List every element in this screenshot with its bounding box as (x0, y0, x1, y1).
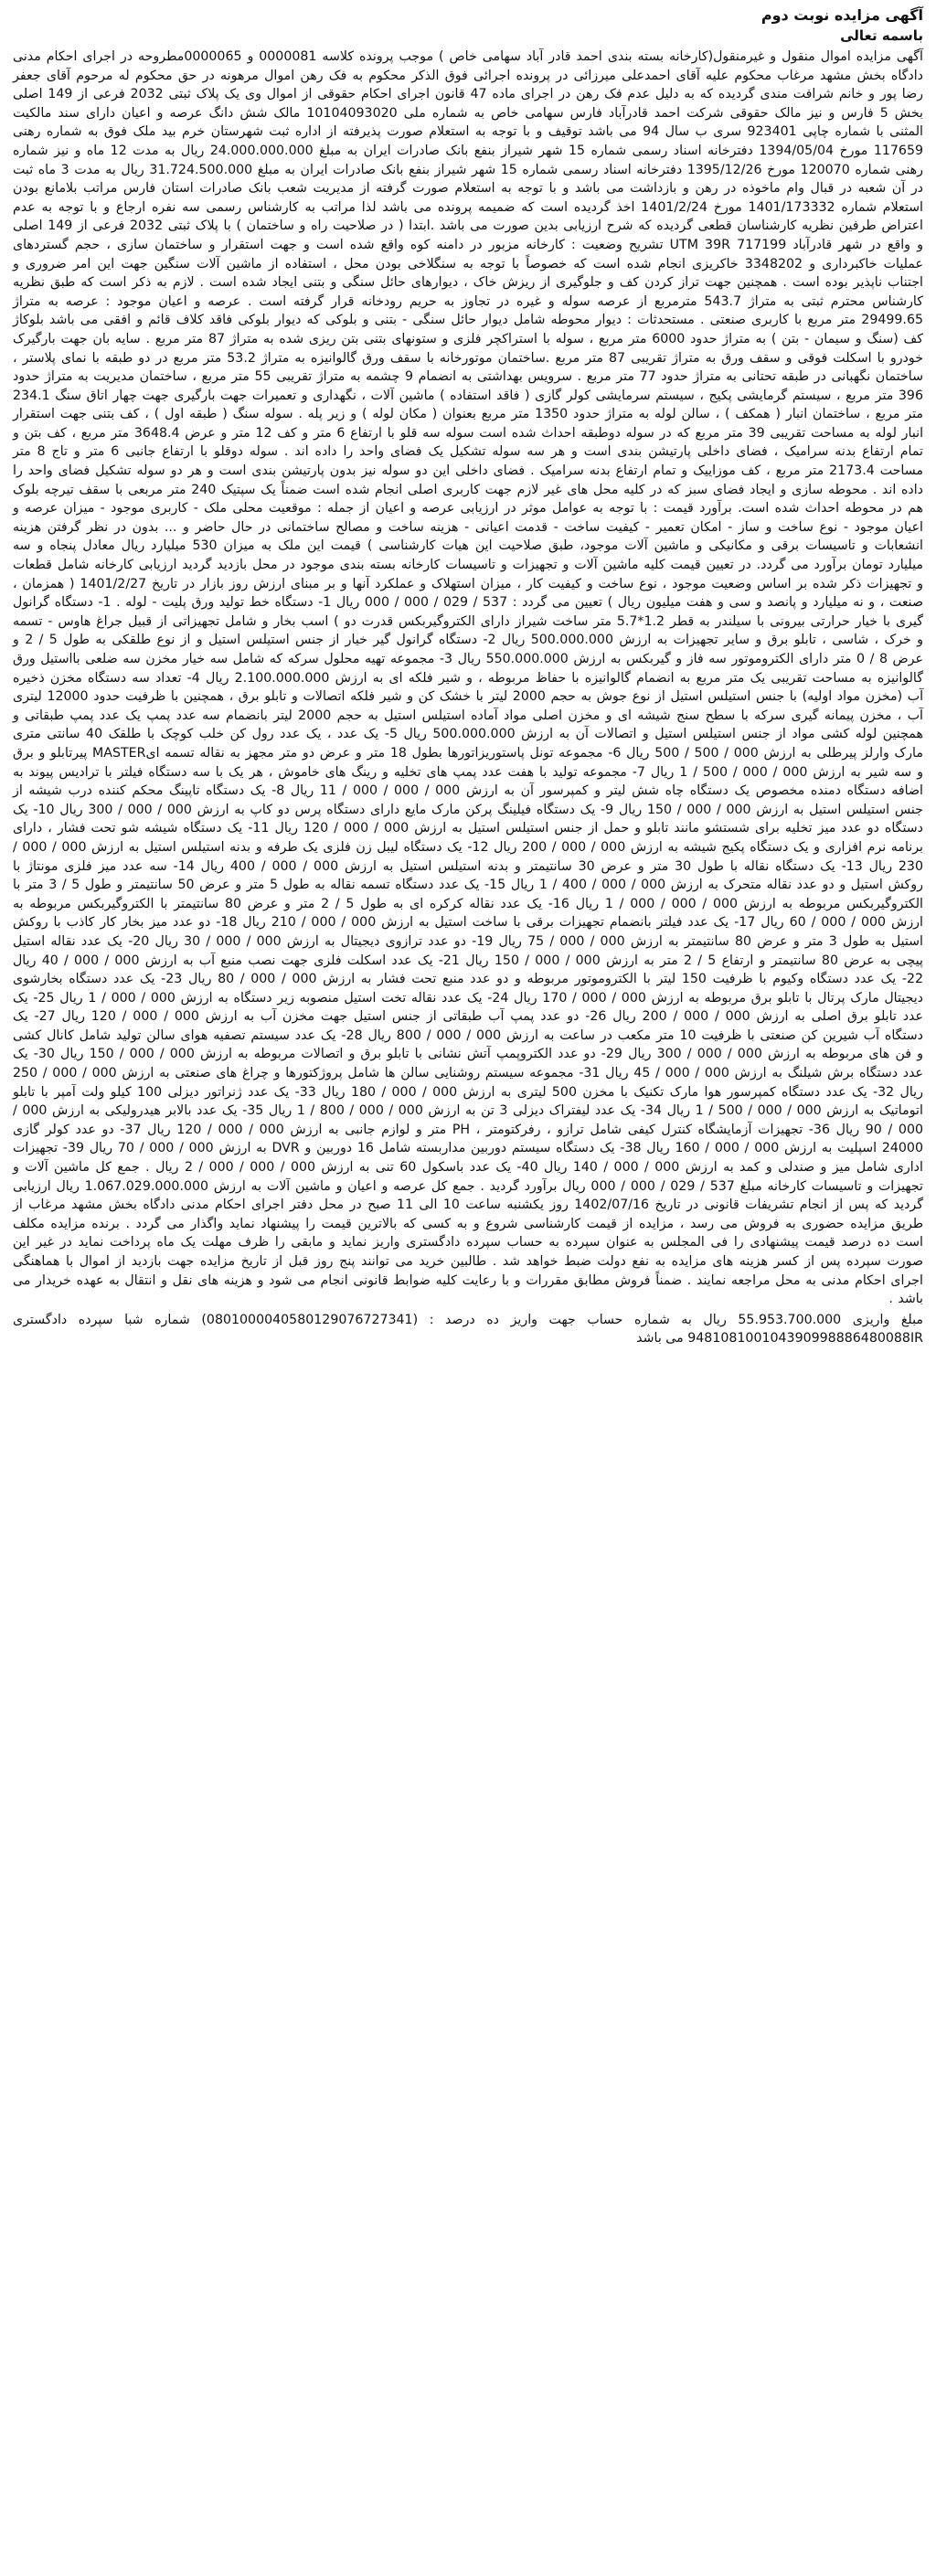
notice-footer: مبلغ واریزی 55.953.700.000 ریال به شماره حساب جهت واریز ده درصد : (0801000040580129076727341) شماره شبا سپرده دادگستری 948108100104390998886480088IR می باشد (13, 1312, 923, 1347)
notice-title: آگهی مزایده نوبت دوم (760, 6, 923, 24)
notice-subtitle: باسمه تعالی (840, 27, 923, 44)
notice-body: آگهی مزایده اموال منقول و غیرمنقول(کارخانه بسته بندی احمد قادر آباد سهامی خاص ) موجب پرونده کلاسه 0000081 و 0000065مطروحه در اجرای احکام مدنی دادگاه بخش مشهد مرغاب محکوم علیه آقای احمدعلی میرزائی در پرونده اجرائی فوق الذکر محکوم به فک رهن اموال مرهونه در حق محکوم له مرحوم آقای جعفر رضا پور و خانم شرافت مندی گردیده که به دلیل عدم فک رهن در اجرای ماده 47 قانون اجرای احکام حقوقی از اموال وی یک پلاک ثبتی 2032 فرعی از 149 اصلی بخش 5 فارس و نیز مالک حقوقی شرکت احمد قادرآباد فارس سهامی خاص به شماره ملی 10104093020 مالک شش دانگ عرصه و اعیان دارای سند مالکیت المثنی با شماره چاپی 923401 سری ب سال 94 می باشد توقیف و با توجه به استعلام صورت پذیرفته از اداره ثبت شهرستان خرم بید ملک فوق به شماره رهنی 117659 مورخ 1394/05/04 دفترخانه اسناد رسمی شماره 15 شهر شیراز بنفع بانک صادرات ایران به مبلغ 24.000.000.000 ریال به مدت 12 ماه و نیز شماره رهنی شماره 120070 مورخ 1395/12/26 دفترخانه اسناد رسمی شماره 15 شهر شیراز بنفع بانک صادرات ایران به مبلغ 31.724.500.000 ریال به مدت 3 ماه ثبت در آن شعبه در قبال وام ماخوذه در رهن و بازداشت می باشد و با توجه به استعلام صورت گرفته از مدیریت شعب بانک صادرات استان فارس مراتب بلامانع بودن استعلام شماره 1401/173332 مورخ 1401/2/24 اخذ گردیده است که ضمیمه پرونده می باشد لذا مراتب به کارشناس رسمی سه نفره ارجاع و با توجه به عدم اعتراض طرفین نظریه کارشناسان قطعی گردیده که شرح ارزیابی بدین صورت می باشد .ابتدا ( در صلاحیت راه و ساختمان ) با پلاک ثبتی 2032 فرعی از 149 اصلی و واقع در شهر قادرآباد UTM 39R 717199 تشریح وضعیت : کارخانه مزبور در دامنه کوه واقع شده است و جهت استقرار و ساختمان سازی ، حجم گستردهای عملیات خاکبرداری و 3348202 خاکریزی انجام شده است که خصوصاً با توجه به سنگلاخی بودن محل ، استفاده از ماشین آلات سنگین جهت این امر ضروری و اجتناب ناپذیر بوده است . همچنین جهت تراز کردن کف و جلوگیری از ریزش خاک ، دیوارهای حائل سنگی و بتنی ایجاد شده است . لازم به ذکر است که طبق نظریه کارشناس محترم ثبتی به متراژ 543.7 مترمربع از عرصه سوله و غیره در تجاوز به حریم رودخانه قرار گرفته است . عرصه و اعیان موجود : عرصه به متراژ 29499.65 متر مربع با کاربری صنعتی . مستحدثات : دیوار محوطه شامل دیوار حائل سنگی - بتنی و بلوکی که دیوار بلوکی فاقد کلاف قائم و افقی می باشد بلوکاژ کف (سنگ و سیمان - بتن ) به متراژ حدود 6000 متر مربع ، سوله با استراکچر فلزی و ستونهای بتنی بتن ریزی شده به متراژ 87 متر مربع . سایه بان جهت بارگیرک خودرو با اسکلت فوقی و سقف ورق به متراژ تقریبی 87 متر مربع .ساختمان موتورخانه با سقف ورق گالوانیزه به متراژ 53.2 متر مربع در دو طبقه با نمای پلاستر ، ساختمان نگهبانی در طبقه تحتانی به متراژ حدود 77 متر مربع . سرویس بهداشتی به انضمام 9 چشمه به متراژ تقریبی 55 متر مربع ، ساختمان مدیریت به متراژ حدود 396 متر مربع ، سیستم گرمایشی پکیج ، سیستم سرمایشی کولر گازی ( فاقد استفاده ) ماشین آلات ، نگهداری و تعمیرات جهت بارگیری جهت چهار اتاق سنگ 234.1 متر مربع ، ساختمان انبار ( همکف ) ، سالن لوله به متراژ حدود 1350 متر مربع بعنوان ( مکان لوله ) و زیر پله . سوله سنگ ( طبقه اول ) ، کف بتنی جهت استقرار انبار لوله به مساحت تقریبی 39 متر مربع که در سوله دوطبقه احداث شده است سوله سه قلو با ارتفاع 6 متر و کف 12 متر و عرض 3648.4 متر مربع ، کف بتن و تمام ارتفاع بدنه سرامیک ، فضای داخلی پارتیشن بندی است و هر سه سوله تشکیل یک فضای واحد را داده اند . سوله دوقلو با ارتفاع جانبی 6 متر و تاج 8 متر مساحت 2173.4 متر مربع ، کف موزاییک و تمام ارتفاع بدنه سرامیک . فضای داخلی این دو سوله نیز بدون پارتیشن بندی است و هر دو سوله تشکیل فضای واحد را داده اند . محوطه سازی و ایجاد فضای سبز که در کلیه محل های غیر لازم جهت کاربری اصلی انجام شده است ضمناً یک سپتیک 240 متر مربعی با سقف تیرچه بلوک هم در محوطه احداث شده است. برآورد قیمت : با توجه به عوامل موثر در ارزیابی عرصه و اعیان از جمله : موقعیت محلی ملک - کاربری موجود - میزان عرصه و اعیان موجود - نوع ساخت و ساز - امکان تعمیر - کیفیت ساخت - قدمت اعیانی - هزینه ساخت و مصالح ساختمانی در حال حاضر و ... بدون در نظر گرفتن هزینه انشعابات و تاسیسات برقی و مکانیکی و ماشین آلات موجود، طبق صلاحیت این هیات کارشناسی ) قیمت این ملک به میزان 530 میلیارد ریال معادل پنجاه و سه میلیارد تومان برآورد می گردد. در تعیین قیمت کلیه ماشین آلات و تجهیزات و تاسیسات کارخانه بسته بندی موجود در محل بازدید گردید ارزیابی کارخانه شامل قطعات و تجهیزات ذکر شده بر اساس وضعیت موجود ، نوع ساخت و کیفیت کار ، میزان استهلاک و عملکرد آنها و بر مبنای ارزش روز بازار در تاریخ 1401/2/27 ( همزمان ، صنعت ، و نه میلیارد و پانصد و سی و هفت میلیون ریال ) تعیین می گردد : 537 / 029 / 000 / 000 ریال 1- دستگاه خط تولید ورق پلیت - لوله . 1- دستگاه گرانول گیری با خیار حرارتی بیرونی با سیلندر به قطر 1.2*5.7 متر ساخت شیراز دارای الکتروگیربکس قدرت دو ) اسب بخار و شامل تجهیزاتی از قبیل جراغ هاوس - تسمه و خرک ، شاسی ، تابلو برق و سایر تجهیزات به ارزش 500.000.000 ریال 2- دستگاه گرانول گیر خیار از جنس استیلس استیل و از نوع طلقکی به طول 5 / 2 و عرض 8 / 0 متر دارای الکتروموتور سه فاز و گیربکس به ارزش 550.000.000 ریال 3- مجموعه تهیه محلول سرکه که شامل سه خیار مخزن سه ضلعی بااستیل ورق گالوانیزه به مساحت تقریبی یک متر مربع به انضمام گالوانیزه با حفاظ مربوطه ، و شیر فلکه ای به ارزش 2.100.000.000 ریال 4- تعداد سه دستگاه مخزن ذخیره آب (مخزن مواد اولیه) با جنس استیلس استیل از نوع جوش به حجم 2000 لیتر با خشک کن و شیر فلکه اتصالات و تابلو برق ، همچنین با ظرفیت حدود 12000 لیتری آب ، مخزن پیمانه گیری سرکه با سطح سنج شیشه ای و مخزن اصلی مواد آماده استیلس استیل به حجم 2000 لیتر بانضمام سه عدد پمپ یک عدد پمپ طبقاتی و همچنین لوله کشی مواد از جنس استیلس استیل و اتصالات آن به ارزش 500.000.000 ریال 5- یک عدد ، یک عدد رول کن خلب کوچک با طلقک 40 سانتی متری مارک وارلز پیرطلی به ارزش 000 / 500 / 500 ریال 6- مجموعه تونل پاستوریزاتورها بطول 18 متر و عرض دو متر مجهز به نقاله تسمه ایMASTER پیرتابلو و برق و سه شیر به ارزش 000 / 000 / 500 / 1 ریال 7- مجموعه تولید با هفت عدد پمپ های تخلیه و رینگ های خاموش ، هر یک با سه دستگاه فیلتر با ترادیس پیوند به اضافه دستگاه دمنده مخصوص یک دستگاه چاه شش لیتر و کمپرسور آن به ارزش 000 / 000 / 000 / 11 ریال 8- یک دستگاه تاپینگ محکم کننده درب شیشه از جنس استیلس استیل به ارزش 000 / 000 / 150 ریال 9- یک دستگاه فیلینگ پرکن مارک مایع دارای دستگاه پرس دو کاپ به ارزش 000 / 000 / 300 ریال 10- یک دستگاه دو عدد میز تخلیه برای شستشو مانند تابلو و حمل از جنس استیلس استیل به ارزش 000 / 000 / 120 ریال 11- یک دستگاه شیشه شو تحت فشار ، دارای برنامه نرم افزاری و یک دستگاه پکیج شیشه به ارزش 000 / 000 / 200 ریال 12- یک دستگاه لیبل زن فلزی یک طرفه و بدنه استیلس استیل به ارزش 000 / 000 / 230 ریال 13- یک دستگاه نقاله با طول 30 متر و عرض 30 سانتیمتر و بدنه استیلس استیل به ارزش 000 / 000 / 400 ریال 14- سه عدد میز فلزی مونتاژ با روکش استیل و دو عدد نقاله متحرک به ارزش 000 / 000 / 400 / 1 ریال 15- یک عدد دستگاه تسمه نقاله به طول 5 متر و عرض 50 سانتیمتر و طول 5 / 3 متر با الکتروگیربکس مربوطه به ارزش 000 / 000 / 000 / 1 ریال 16- یک عدد نقاله کرکره ای به طول 5 / 2 متر و عرض 80 سانتیمتر با الکتروگیربکس مربوطه به ارزش 000 / 000 / 60 ریال 17- یک عدد فیلتر بانضمام تجهیزات برقی با ساخت استیل به ارزش 000 / 000 / 210 ریال 18- دو عدد میز بخار کار کاذب با روکش استیل به طول 3 متر و عرض 80 سانتیمتر به ارزش 000 / 000 / 75 ریال 19- دو عدد ترازوی دیجیتال به ارزش 000 / 000 / 30 ریال 20- یک عدد نقاله استیل پیچی به عرض 80 سانتیمتر و ارتفاع 5 / 2 متر به ارزش 000 / 000 / 150 ریال 21- یک عدد اسکلت فلزی جهت نصب منبع آب به ارزش 000 / 000 / 40 ریال 22- یک عدد دستگاه وکیوم با ظرفیت 150 لیتر با الکتروموتور مربوطه و دو عدد منبع تحت فشار به ارزش 000 / 000 / 80 ریال 23- یک عدد دستگاه بخارشوی دیجیتال مارک پرتال با تابلو برق مربوطه به ارزش 000 / 000 / 170 ریال 24- یک عدد نقاله تخت استیل منصوبه زیر دستگاه به ارزش 000 / 000 / 1 ریال 25- یک عدد تابلو برق اصلی به ارزش 000 / 000 / 200 ریال 26- دو عدد پمپ آب طبقاتی از جنس استیل جهت مخزن آب به ارزش 000 / 000 / 120 ریال 27- یک دستگاه آب شیرین کن صنعتی با ظرفیت 10 متر مکعب در ساعت به ارزش 000 / 000 / 800 ریال 28- یک عدد سیستم تصفیه هوای سالن تولید شامل کانال کشی و فن های مربوطه به ارزش 000 / 000 / 300 ریال 29- دو عدد الکتروپمپ آتش نشانی با تابلو برق و اتصالات مربوطه به ارزش 000 / 000 / 150 ریال 30- یک عدد دستگاه برش شیلنگ به ارزش 000 / 000 / 45 ریال 31- مجموعه سیستم روشنایی سالن ها شامل پروژکتورها و چراغ های صنعتی به ارزش 000 / 000 / 250 ریال 32- یک عدد دستگاه کمپرسور هوا مارک تکنیک با مخزن 500 لیتری به ارزش 000 / 000 / 180 ریال 33- یک عدد ژنراتور دیزلی 100 کیلو ولت آمپر با تابلو اتوماتیک به ارزش 000 / 000 / 500 / 1 ریال 34- یک عدد لیفتراک دیزلی 3 تن به ارزش 000 / 000 / 800 / 1 ریال 35- یک عدد بالابر هیدرولیکی به ارزش 000 / 000 / 90 ریال 36- تجهیزات آزمایشگاه کنترل کیفی شامل ترازو ، رفرکتومتر ، PH متر و لوازم جانبی به ارزش 000 / 000 / 120 ریال 37- دو عدد کولر گازی 24000 اسپلیت به ارزش 000 / 000 / 160 ریال 38- یک دستگاه سیستم دوربین مداربسته شامل 16 دوربین و DVR به ارزش 000 / 000 / 70 ریال 39- تجهیزات اداری شامل میز و صندلی و کمد به ارزش 000 / 000 / 140 ریال 40- یک عدد باسکول 60 تنی به ارزش 000 / 000 / 000 / 2 ریال . جمع کل ماشین آلات و تجهیزات و تاسیسات کارخانه مبلغ 537 / 029 / 000 / 000 ریال برآورد گردید . جمع کل عرصه و اعیان و ماشین آلات به ارزش 1.067.029.000.000 ریال ارزیابی گردید که پس از انجام تشریفات قانونی در تاریخ 1402/07/16 روز یکشنبه ساعت 10 الی 11 صبح در محل دفتر اجرای احکام مدنی دادگاه بخش مشهد مرغاب از طریق مزایده حضوری به فروش می رسد ، مزایده از قیمت کارشناسی شروع و به کسی که بالاترین قیمت را پیشنهاد نماید واگذار می گردد . برنده مزایده مکلف است ده درصد قیمت پیشنهادی را فی المجلس به عنوان سپرده به حساب سپرده دادگستری واریز نماید و مابقی را ظرف مهلت یک ماه پرداخت نماید در غیر این صورت سپرده پس از کسر هزینه های مزایده به نفع دولت ضبط خواهد شد . طالبین خرید می توانند پنج روز قبل از تاریخ مزایده جهت بازدید از اموال با هماهنگی اجرای احکام مدنی به محل مراجعه نمایند . ضمناً فروش مطابق مقررات و با رعایت کلیه ضوابط قانونی انجام می شود و هزینه های نقل و انتقال به عهده خریدار می باشد . (13, 49, 924, 1307)
